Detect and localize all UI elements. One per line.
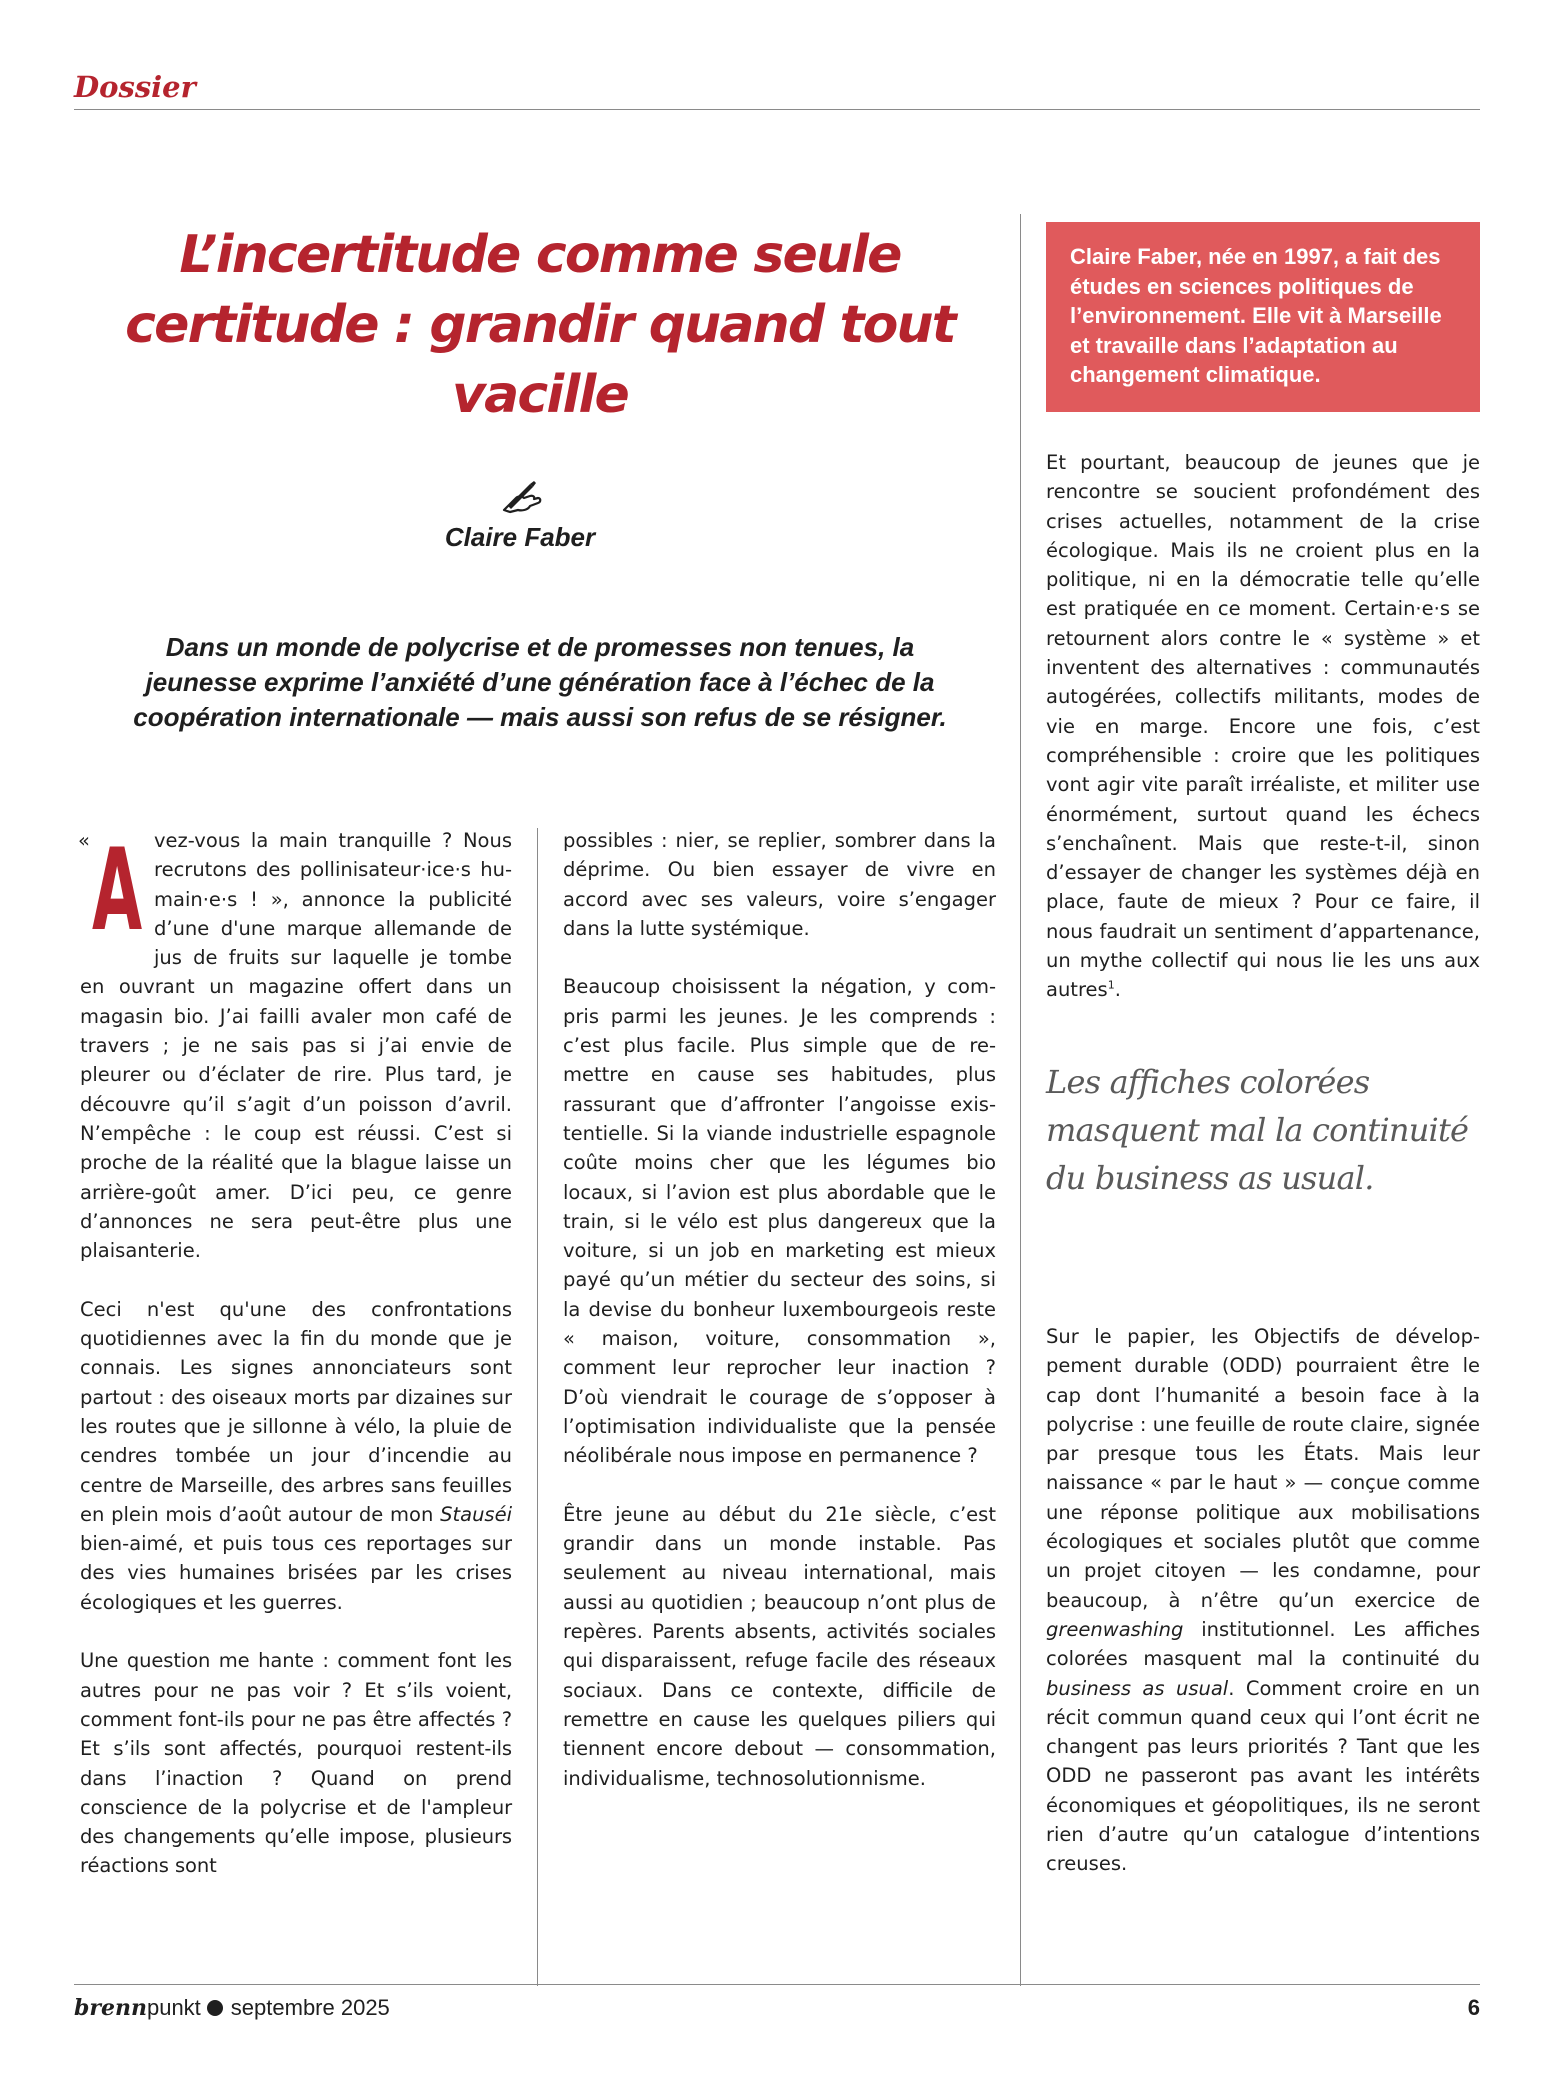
page-number: 6 — [1467, 1995, 1480, 2020]
column-1 — [80, 826, 512, 1910]
section-label: Dossier — [74, 70, 196, 104]
author-bio-box: Claire Faber, née en 1997, a fait des études en sciences politiques de l’environnement. Elle vit à Marseille et travaille dans l’adaptation au changement climatique. — [1046, 222, 1480, 412]
column-3 — [1046, 448, 1480, 1005]
brand-regular: punkt — [146, 1995, 201, 2020]
drop-cap: A — [92, 824, 143, 957]
brand-bold: brenn — [74, 1995, 147, 2021]
paragraph — [80, 826, 512, 1265]
footer-rule — [74, 1984, 1480, 1985]
paragraph-text: Sur le papier, les Objectifs de développement durable (ODD) pourraient être le cap dont l’humanité a besoin face à la polycrise : une feuille de route claire, signée par presque tous les États. Mais leur naissance « par le haut » — conçue comme une réponse politique aux mobilisations écologiques et sociales plutôt que comme un projet citoyen — les condamne, pour beaucoup, à n’être qu’un exercice de — [1046, 1325, 1480, 1612]
paragraph: Être jeune au début du 21e siècle, c’est grandir dans un monde instable. Pas seulement au niveau international, mais aussi au quotidien ; beaucoup n’ont plus de repères. Parents absents, activités sociales qui disparaissent, refuge facile des réseaux sociaux. Dans ce contexte, difficile de remettre en cause les quelques piliers qui tiennent encore debout — consommation, individualisme, technosolutionnisme. — [563, 1502, 996, 1790]
paragraph: Une question me hante : comment font les autres pour ne pas voir ? Et s’ils voient, comment font-ils pour ne pas être affectés ? Et s’ils sont affectés, pourquoi restent-ils dans l’inaction ? Quand on prend conscience de la polycrise et de l'ampleur des changements qu’elle impose, plusieurs réactions sont — [80, 1649, 512, 1878]
footnote-marker: 1 — [1107, 978, 1115, 992]
italic-term: business as usual — [1046, 1676, 1229, 1700]
footer-brand — [74, 1995, 390, 2021]
column-2 — [563, 826, 996, 1822]
italic-term: Stauséi — [440, 1502, 512, 1526]
paragraph-text: . Comment croire en un récit commun quand ceux qui l’ont écrit ne changent pas leurs priorités ? Tant que les ODD ne passeront pas avant les intérêts économiques et géopolitiques, ils ne seront rien d’autre qu’un catalogue d’intentions creuses. — [1046, 1676, 1480, 1876]
paragraph — [80, 1295, 512, 1617]
paragraph-text: bien-aimé, et puis tous ces reportages sur des vies humaines brisées par les crises écologiques et les guerres. — [80, 1532, 512, 1614]
article-author: Claire Faber — [444, 522, 596, 552]
header-rule — [74, 109, 1480, 110]
paragraph-text: vez-vous la main tranquille ? Nous recrutons des pollinisateur·ice·s humain·e·s ! », annonce la publicité d’une d'une marque allemande de jus de fruits sur laquelle je tombe en ouvrant un magazine offert dans un magasin bio. J’ai failli avaler mon café de travers ; je ne sais pas si j’ai envie de pleurer ou d’éclater de rire. Plus tard, je découvre qu’il s’agit d’un poisson d’avril. N’empêche : le coup est réussi. C’est si proche de la réalité que la blague laisse un arrière-goût amer. D’ici peu, ce genre d’annonces ne sera peut-être plus une plaisanterie. — [80, 829, 512, 1263]
paragraph — [1046, 1322, 1480, 1879]
column-divider-1 — [537, 828, 538, 1986]
dot-icon — [207, 2000, 223, 2016]
column-3-continued — [1046, 1322, 1480, 1908]
paragraph-text: institutionnel. Les affiches colorées masquent mal la continuité du — [1046, 1617, 1480, 1671]
paragraph-text: Et pourtant, beaucoup de jeunes que je rencontre se soucient profondément des crises actuelles, notamment de la crise écologique. Mais ils ne croient plus en la politique, ni en la démocratie telle qu’elle est pratiquée en ce moment. Certain·e·s se retournent alors contre le « système » et inventent des alternatives : communautés autogérées, collectifs militants, modes de vie en marge. Encore une fois, c’est compréhensible : croire que les politiques vont agir vite paraît irréaliste, et militer use énormément, surtout quand les échecs s’enchaînent. Mais que reste-t-il, sinon d’essayer de changer les systèmes déjà en place, faute de mieux ? Pour ce faire, il nous faudrait un sentiment d’appartenance, un mythe collectif qui nous lie les uns aux autres — [1046, 451, 1480, 1002]
italic-term: greenwashing — [1046, 1617, 1184, 1641]
footer-date: septembre 2025 — [230, 1995, 390, 2020]
pull-quote: Les affiches colorées masquent mal la continuité du business as usual. — [1046, 1063, 1469, 1197]
paragraph: possibles : nier, se replier, sombrer dans la déprime. Ou bien essayer de vivre en accord avec ses valeurs, voire s’engager dans la lutte systémique. — [563, 829, 996, 940]
writing-hand-icon — [500, 480, 544, 514]
opening-quote: « — [78, 829, 90, 852]
column-divider-2 — [1020, 214, 1021, 1986]
article-title: L’incertitude comme seule certitude : grandir quand tout vacille — [125, 225, 955, 425]
paragraph-text: Ceci n'est qu'une des confrontations quotidiennes avec la fin du monde que je connais. Les signes annonciateurs sont partout : des oiseaux morts par dizaines sur les routes que je sillonne à vélo, la pluie de cendres tombée un jour d’incendie au centre de Marseille, des arbres sans feuilles en plein mois d’août autour de mon — [80, 1297, 512, 1526]
paragraph: Beaucoup choisissent la négation, y compris parmi les jeunes. Je les comprends : c’est plus facile. Plus simple que de remettre en cause ses habitudes, plus rassurant que d’affronter l’angoisse existentielle. Si la viande industrielle espagnole coûte moins cher que les légumes bio locaux, si l’avion est plus abordable que le train, si le vélo est plus dangereux que la voiture, si un job en marketing est mieux payé qu’un métier du secteur des soins, si la devise du bonheur luxembourgeois reste « maison, voiture, consommation », comment leur reprocher leur inaction ? D’où viendrait le courage de s’opposer à l’optimisation individualiste que la pensée néolibérale nous impose en permanence ? — [563, 975, 996, 1468]
paragraph: Et pourtant, beaucoup de jeunes que je rencontre se soucient profondément des crises actuelles, notamment de la crise écologique. Mais ils ne croient plus en la politique, ni en la démocratie telle qu’elle est pratiquée en ce moment. Certain·e·s se retournent alors contre le « système » et inventent des alternatives : communautés autogérées, collectifs militants, modes de vie en marge. Encore une fois, c’est compréhensible : croire que les politiques vont agir vite paraît irréaliste, et militer use énormément, surtout quand les échecs s’enchaînent. Mais que reste-t-il, sinon d’essayer de changer les systèmes déjà en place, faute de mieux ? Pour ce faire, il nous faudrait un sentiment d’appartenance, un mythe collectif qui nous lie les uns aux autres$^1$. — [1046, 451, 1480, 1002]
article-intro: Dans un monde de polycrise et de promesses non tenues, la jeunesse exprime l’anxiété d’une génération face à l’échec de la coopération internationale — mais aussi son refus de se résigner. — [133, 632, 947, 732]
